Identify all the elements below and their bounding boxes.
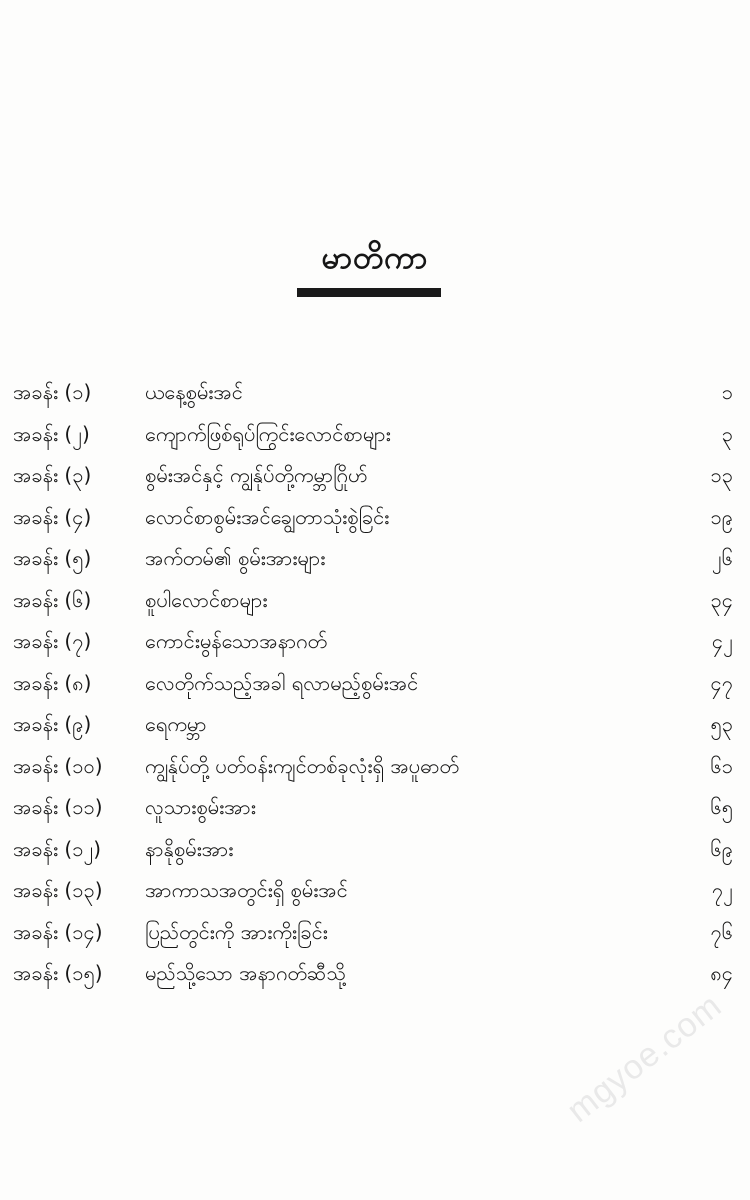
chapter-number: အခန်း (၁၁) (13, 795, 103, 819)
toc-entry[interactable] (0, 704, 750, 746)
page-number: ၁ (721, 380, 733, 404)
toc-entry[interactable] (0, 663, 750, 705)
chapter-title: ယနေ့စွမ်းအင် (145, 380, 243, 404)
chapter-title: လူသားစွမ်းအား (145, 795, 256, 819)
title-underline (297, 288, 441, 297)
chapter-title: စူပါလောင်စာများ (145, 587, 268, 612)
toc-entry[interactable] (0, 870, 750, 912)
chapter-title: ကောင်းမွန်သောအနာဂတ် (145, 629, 328, 653)
table-of-contents (0, 372, 750, 995)
toc-entry[interactable] (0, 787, 750, 829)
chapter-title: ပြည်တွင်းကို အားကိုးခြင်း (145, 919, 328, 944)
page-number: ၄၇ (710, 670, 733, 695)
page-number: ၁၃ (710, 463, 733, 487)
chapter-title: ရေကမ္ဘာ (145, 712, 207, 736)
chapter-number: အခန်း (၇) (13, 629, 92, 653)
toc-entry[interactable] (0, 912, 750, 954)
page-number: ၃၄ (710, 587, 733, 612)
chapter-title: လေတိုက်သည့်အခါ ရလာမည့်စွမ်းအင် (145, 670, 419, 695)
chapter-number: အခန်း (၁၅) (13, 961, 103, 985)
chapter-number: အခန်း (၉) (13, 712, 92, 736)
chapter-title: ကျောက်ဖြစ်ရုပ်ကြွင်းလောင်စာများ (145, 421, 391, 446)
chapter-title: အာကာသအတွင်းရှိ စွမ်းအင် (145, 878, 348, 902)
page-title: မာတိကာ (321, 240, 429, 276)
toc-entry[interactable] (0, 497, 750, 539)
chapter-number: အခန်း (၃) (13, 463, 92, 487)
chapter-title: နာနိုစွမ်းအား (145, 836, 234, 861)
toc-entry[interactable] (0, 455, 750, 497)
chapter-number: အခန်း (၅) (13, 546, 92, 570)
chapter-title: မည်သို့သော အနာဂတ်ဆီသို့ (145, 961, 346, 985)
toc-entry[interactable] (0, 953, 750, 995)
toc-entry[interactable] (0, 621, 750, 663)
chapter-title: စွမ်းအင်နှင့် ကျွန်ုပ်တို့ကမ္ဘာဂြိုဟ် (145, 463, 368, 487)
page-number: ၆၅ (710, 795, 733, 819)
title-block (0, 238, 750, 278)
toc-entry[interactable] (0, 414, 750, 456)
chapter-number: အခန်း (၈) (13, 670, 92, 695)
chapter-number: အခန်း (၆) (13, 587, 92, 612)
chapter-title: အက်တမ်၏ စွမ်းအားများ (145, 546, 326, 570)
page-number: ၆၁ (710, 753, 733, 778)
chapter-title: ကျွန်ုပ်တို့ ပတ်ဝန်းကျင်တစ်ခုလုံးရှိ အပူဓာတ် (145, 753, 460, 778)
page-number: ၂၆ (711, 546, 733, 570)
chapter-number: အခန်း (၄) (13, 504, 92, 529)
page-number: ၆၉ (710, 836, 733, 861)
toc-entry[interactable] (0, 829, 750, 871)
toc-entry[interactable] (0, 746, 750, 788)
chapter-number: အခန်း (၁) (13, 380, 92, 404)
chapter-number: အခန်း (၁၂) (13, 836, 102, 861)
page-number: ၇၆ (710, 919, 733, 944)
chapter-title: လောင်စာစွမ်းအင်ချွေတာသုံးစွဲခြင်း (145, 504, 390, 529)
page-number: ၈၄ (710, 961, 733, 985)
chapter-number: အခန်း (၁၀) (13, 753, 103, 778)
page-number: ၁၉ (710, 504, 733, 529)
chapter-number: အခန်း (၁၃) (13, 878, 103, 902)
toc-entry[interactable] (0, 538, 750, 580)
page-number: ၅၃ (710, 712, 733, 736)
watermark-text: mgyoe.com (560, 986, 729, 1130)
chapter-number: အခန်း (၁၄) (13, 919, 103, 944)
page-number: ၄၂ (711, 629, 733, 653)
chapter-number: အခန်း (၂) (13, 421, 90, 446)
toc-entry[interactable] (0, 580, 750, 622)
page-number: ၇၂ (711, 878, 733, 902)
toc-entry[interactable] (0, 372, 750, 414)
page-number: ၃ (721, 421, 733, 446)
